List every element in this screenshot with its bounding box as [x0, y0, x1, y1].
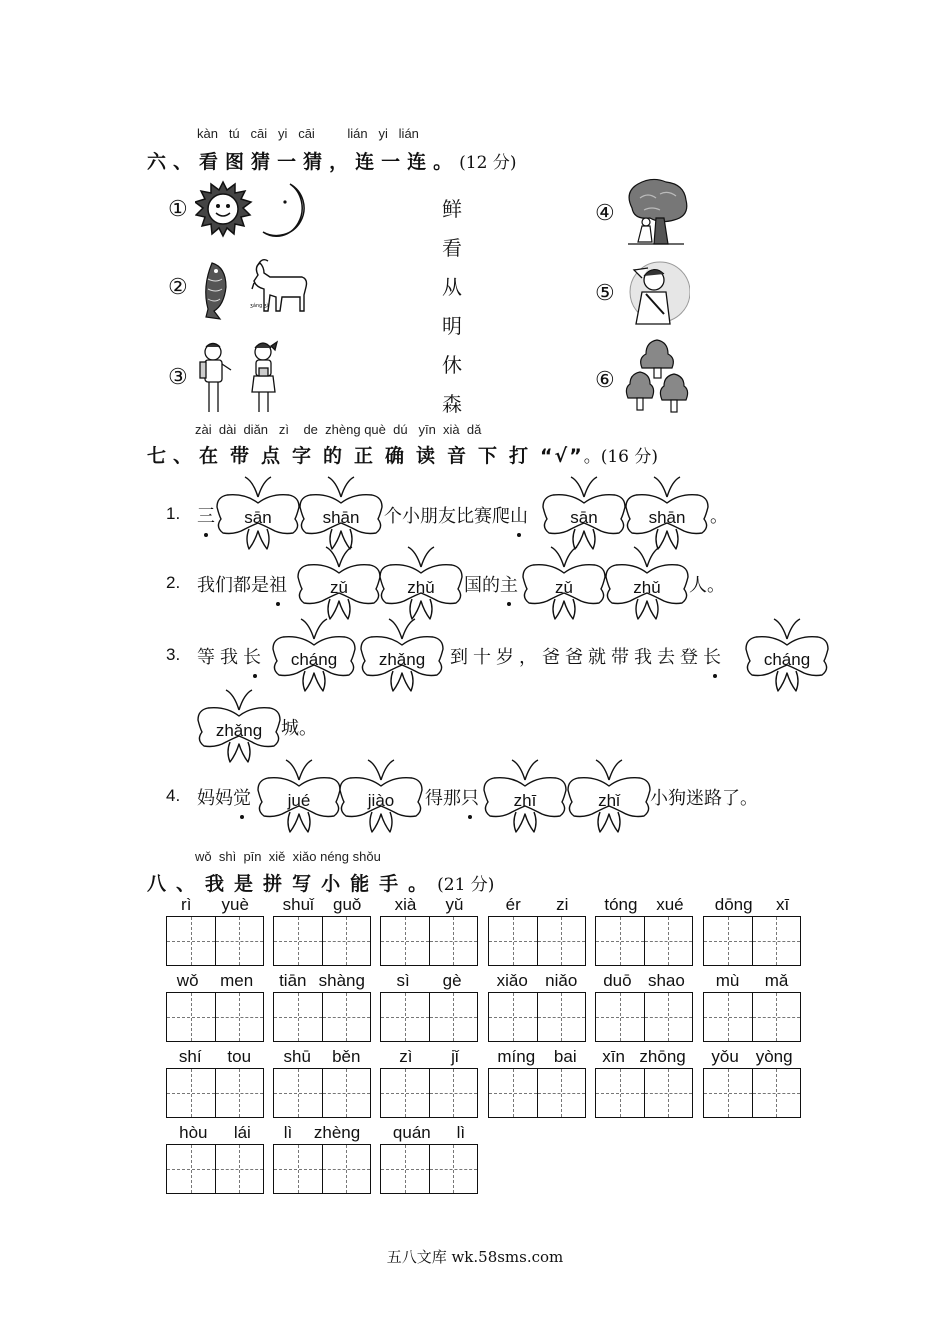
word-19-pinyin: hòu lái: [179, 1123, 251, 1142]
section8-heading: 八、我是拼写小能手。(21 分): [147, 873, 495, 895]
word-5-writing-grid[interactable]: [595, 916, 693, 966]
q1-option-2-butterfly[interactable]: shān: [298, 475, 384, 555]
word-20-pinyin: lì zhèng: [283, 1123, 361, 1142]
mark-2: ②: [168, 275, 188, 300]
word-7-writing-grid[interactable]: [166, 992, 264, 1042]
word-19-writing-grid[interactable]: [166, 1144, 264, 1194]
word-14-writing-grid[interactable]: [273, 1068, 371, 1118]
word-11-pinyin: duō shao: [603, 971, 685, 990]
q2-option-1-butterfly[interactable]: zǔ: [296, 545, 382, 625]
q1-option-3-butterfly[interactable]: sān: [541, 475, 627, 555]
q2-text-2: 国的主: [464, 571, 518, 597]
word-6-writing-grid[interactable]: [703, 916, 801, 966]
q4-option-3-butterfly[interactable]: zhī: [482, 758, 568, 838]
word-4-pinyin: ér zi: [505, 895, 569, 914]
q4-option-2-butterfly[interactable]: jiào: [338, 758, 424, 838]
q4-option-1-butterfly[interactable]: jué: [256, 758, 342, 838]
word-14-pinyin: shū běn: [283, 1047, 361, 1066]
word-17-pinyin: xīn zhōng: [602, 1047, 686, 1066]
q2-text-3: 人。: [689, 575, 725, 596]
word-15-pinyin: zì jǐ: [399, 1047, 459, 1066]
word-2-writing-grid[interactable]: [273, 916, 371, 966]
q1-number: 1.: [166, 504, 181, 523]
word-12-pinyin: mù mǎ: [715, 971, 789, 990]
word-15-writing-grid[interactable]: [380, 1068, 478, 1118]
word-12-writing-grid[interactable]: [703, 992, 801, 1042]
q4-text-2: 得那只: [425, 784, 479, 810]
q3-option-2-butterfly[interactable]: zhǎng: [359, 617, 445, 697]
word-20-writing-grid[interactable]: [273, 1144, 371, 1194]
mark-5: ⑤: [595, 281, 615, 306]
word-2-pinyin: shuǐ guǒ: [282, 895, 362, 914]
mark-6: ⑥: [595, 368, 615, 393]
word-1-writing-grid[interactable]: [166, 916, 264, 966]
word-9-writing-grid[interactable]: [380, 992, 478, 1042]
shading-eyes-image: [624, 258, 690, 326]
section7-heading: 七、在带点字的正确读音下打“√”。(16 分): [147, 445, 658, 467]
word-11-writing-grid[interactable]: [595, 992, 693, 1042]
q4-text-1: 妈妈觉: [197, 784, 251, 810]
char-6: 森: [442, 392, 462, 416]
q4-number: 4.: [166, 786, 181, 805]
word-18-pinyin: yǒu yòng: [711, 1047, 793, 1066]
three-trees-image: [624, 336, 690, 416]
q1-option-1-butterfly[interactable]: sān: [215, 475, 301, 555]
q2-option-2-butterfly[interactable]: zhǔ: [378, 545, 464, 625]
fish-goat-image: [200, 257, 315, 322]
q3-text-2: 到十岁，爸爸就带我去登长: [450, 643, 726, 669]
word-3-writing-grid[interactable]: [380, 916, 478, 966]
two-children-image: [197, 338, 287, 418]
word-9-pinyin: sì gè: [396, 971, 462, 990]
char-1: 鲜: [442, 197, 462, 221]
sun-moon-image: [195, 180, 310, 238]
char-4: 明: [442, 314, 462, 338]
footer-watermark: 五八文库 wk.58sms.com: [386, 1248, 564, 1266]
q2-option-3-butterfly[interactable]: zǔ: [521, 545, 607, 625]
mark-3: ③: [168, 365, 188, 390]
person-under-tree-image: [624, 178, 690, 246]
q3-text-3: 城。: [281, 718, 317, 739]
word-7-pinyin: wǒ men: [176, 971, 254, 990]
q1-text-3: 。: [710, 506, 728, 527]
mark-1: ①: [168, 197, 188, 222]
char-3: 从: [442, 275, 462, 299]
char-2: 看: [442, 236, 462, 260]
word-13-writing-grid[interactable]: [166, 1068, 264, 1118]
q3-text-1: 等我长: [197, 643, 266, 669]
word-18-writing-grid[interactable]: [703, 1068, 801, 1118]
word-10-writing-grid[interactable]: [488, 992, 586, 1042]
q2-option-4-butterfly[interactable]: zhǔ: [604, 545, 690, 625]
q1-text-2: 个小朋友比赛爬山: [384, 502, 528, 528]
q3-option-3-butterfly[interactable]: cháng: [744, 617, 830, 697]
q1-text-1: 三: [197, 502, 215, 528]
word-6-pinyin: dōng xī: [714, 895, 790, 914]
char-5: 休: [442, 353, 462, 377]
word-13-pinyin: shí tou: [178, 1047, 252, 1066]
word-16-pinyin: míng bai: [497, 1047, 577, 1066]
word-1-pinyin: rì yuè: [181, 895, 249, 914]
word-8-pinyin: tiān shàng: [279, 971, 365, 990]
word-21-writing-grid[interactable]: [380, 1144, 478, 1194]
section8-pinyin: wǒ shì pīn xiě xiǎo néng shǒu: [195, 849, 381, 864]
word-21-pinyin: quán lì: [392, 1123, 466, 1142]
word-17-writing-grid[interactable]: [595, 1068, 693, 1118]
mark-4: ④: [595, 201, 615, 226]
q3-option-1-butterfly[interactable]: cháng: [271, 617, 357, 697]
q3-number: 3.: [166, 645, 181, 664]
q4-option-4-butterfly[interactable]: zhǐ: [566, 758, 652, 838]
q2-number: 2.: [166, 573, 181, 592]
q2-text-1: 我们都是祖: [197, 571, 287, 597]
q1-option-4-butterfly[interactable]: shān: [624, 475, 710, 555]
section6-pinyin: kàn tú cāi yi cāi lián yi lián: [197, 126, 419, 141]
word-8-writing-grid[interactable]: [273, 992, 371, 1042]
q4-text-3: 小狗迷路了。: [650, 788, 758, 809]
word-10-pinyin: xiǎo niǎo: [496, 971, 578, 990]
section6-heading: 六、看图猜一猜，连一连。(12 分): [147, 151, 517, 173]
word-3-pinyin: xià yǔ: [394, 895, 464, 914]
word-5-pinyin: tóng xué: [604, 895, 684, 914]
word-16-writing-grid[interactable]: [488, 1068, 586, 1118]
section7-pinyin: zài dài diǎn zì de zhèng què dú yīn xià dǎ: [195, 422, 482, 437]
svg-text:ʒáng ʒì: ʒáng ʒì: [250, 303, 269, 309]
q3-option-4-butterfly[interactable]: zhǎng: [196, 688, 282, 768]
word-4-writing-grid[interactable]: [488, 916, 586, 966]
